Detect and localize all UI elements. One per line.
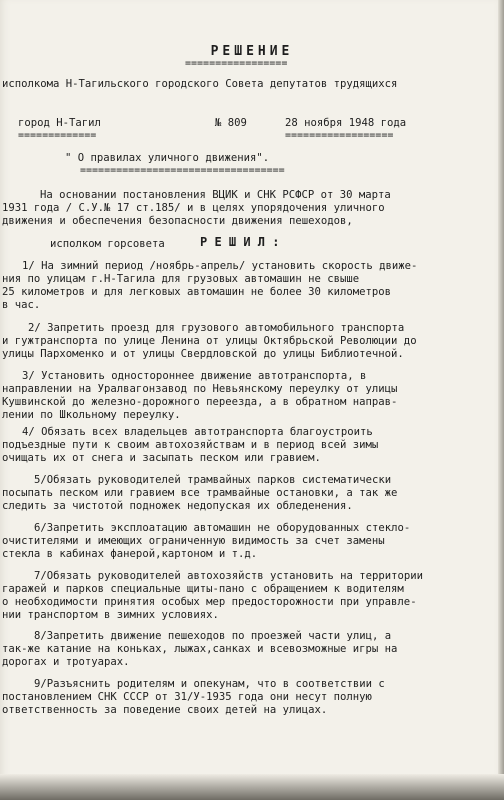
decided-word: Р Е Ш И Л : <box>200 235 280 249</box>
item-2-line: улицы Пархоменко и от улицы Свердловской до улицы Библиотечной. <box>2 348 404 360</box>
item-3-line: Кушвинской до железно-дорожного переезда, а в обратном направ- <box>2 396 398 408</box>
city-underline: ============= <box>18 130 97 141</box>
decided-prefix: исполком горсовета <box>50 238 165 250</box>
item-2-line: и гужтранспорта по улице Ленина от улицы Октябрьской Революции до <box>2 335 417 347</box>
item-6-line: очистителями и имеющих ограниченную видимость за счет замены <box>2 535 385 547</box>
document-title: РЕШЕНИЕ <box>210 44 294 59</box>
item-7-line: о необходимости принятия особых мер предосторожности при управле- <box>2 596 417 608</box>
item-7-line: 7/Обязать руководителей автохозяйств установить на территории <box>34 570 424 582</box>
item-1-line: ния по улицам г.Н-Тагила для грузовых автомашин не свыше <box>2 273 360 285</box>
preamble-line: На основании постановления ВЦИК и СНК РСФСР от 30 марта <box>40 189 391 201</box>
preamble-line: 1931 года / С.У.№ 17 ст.185/ и в целях упорядочения уличного <box>2 202 385 214</box>
item-9-line: ответственность за поведение своих детей на улицах. <box>2 704 328 716</box>
paper-edge-bottom <box>0 774 504 800</box>
item-2-line: 2/ Запретить проезд для грузового автомобильного транспорта <box>28 322 405 334</box>
item-5-line: следить за чистотой подножек недопуская их обледенения. <box>2 500 353 512</box>
item-4-line: 4/ Обязать всех владельцев автотранспорта благоустроить <box>22 426 373 438</box>
city-name: город Н-Тагил <box>18 117 101 129</box>
item-6-line: 6/Запретить эксплоатацию автомашин не оборудованных стекло- <box>34 522 411 534</box>
item-3-line: 3/ Установить одностороннее движение автотранспорта, в <box>22 370 367 382</box>
subject-line: " О правилах уличного движения". <box>65 152 270 164</box>
item-6-line: стекла в кабинах фанерой,картоном и т.д. <box>2 548 258 560</box>
item-8-line: дорогах и тротуарах. <box>2 656 130 668</box>
item-9-line: постановлением СНК СССР от 31/У-1935 года они несут полную <box>2 691 372 703</box>
item-8-line: 8/Запретить движение пешеходов по проезжей части улиц, а <box>34 630 392 642</box>
item-5-line: посыпать песком или гравием все трамвайные остановки, а так же <box>2 487 398 499</box>
title-underline: ================= <box>185 58 288 69</box>
item-1-line: в час. <box>2 299 41 311</box>
item-5-line: 5/Обязать руководителей трамвайных парков систематически <box>34 474 392 486</box>
item-3-line: направлении на Уралвагонзавод по Невьянскому переулку от улицы <box>2 383 398 395</box>
item-7-line: нии транспортом в зимних условиях. <box>2 609 219 621</box>
item-3-line: лении по Школьному переулку. <box>2 409 181 421</box>
item-9-line: 9/Разъяснить родителям и опекунам, что в соответствии с <box>34 678 385 690</box>
item-8-line: так-же катание на коньках, лыжах,санках и всевозможные игры на <box>2 643 398 655</box>
item-1-line: 1/ На зимний период /ноябрь-апрель/ установить скорость движе- <box>22 260 418 272</box>
paper-edge-right <box>498 0 504 800</box>
item-7-line: гаражей и парков специальные щиты-пано с обращением к водителям <box>2 583 404 595</box>
item-4-line: очищать их от снега и засыпать песком или гравием. <box>2 452 321 464</box>
item-1-line: 25 километров и для легковых автомашин не более 30 километров <box>2 286 392 298</box>
subject-underline: ================================== <box>80 165 285 176</box>
item-4-line: подъездные пути к своим автохозяйствам и в период всей зимы <box>2 439 379 451</box>
decision-date: 28 ноября 1948 года <box>285 117 407 129</box>
date-underline: ================== <box>285 130 394 141</box>
preamble-line: движения и обеспечения безопасности движения пешеходов, <box>2 215 353 227</box>
decision-number: № 809 <box>215 117 247 129</box>
issuing-authority: исполкома Н-Тагильского городского Совета депутатов трудящихся <box>2 78 398 90</box>
